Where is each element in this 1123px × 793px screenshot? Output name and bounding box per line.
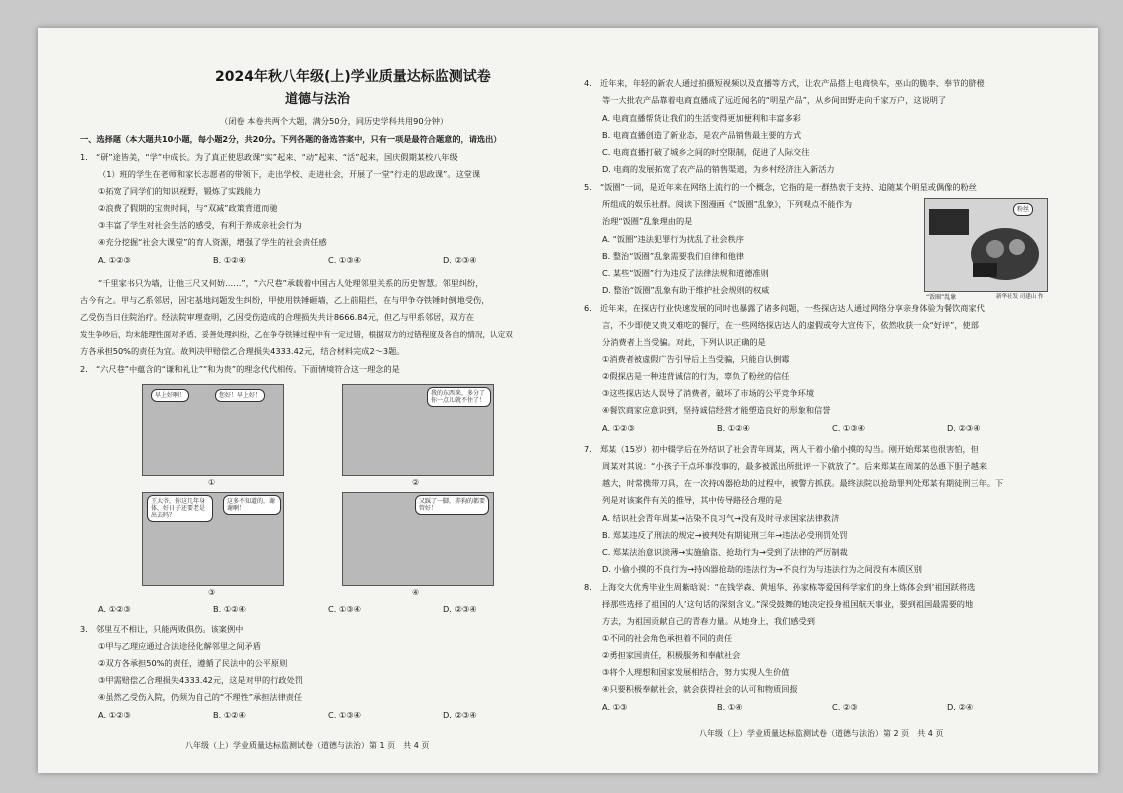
q6-statement-3: ③这些探店达人误导了消费者，破坏了市场的公平竞争环境 bbox=[602, 388, 815, 398]
q7-line-2: 周某对其说：“小孩子干点坏事没事的，最多被派出所批评一下就放了”。后来郑某在周某的怂恿下胆子越来 bbox=[602, 461, 988, 471]
q3-option-b[interactable]: B. ①②④ bbox=[213, 710, 246, 720]
q6-statement-1: ①消费者被虚假广告引导后上当受骗，只能自认倒霉 bbox=[602, 354, 790, 364]
q8-line-2: 择那些选择了祖国的人’这句话的深刻含义。”深受鼓舞的她决定投身祖国航天事业，要到祖国最需要的地 bbox=[602, 599, 974, 609]
q1-statement-3: ③丰富了学生对社会生活的感受，有利于养成亲社会行为 bbox=[98, 220, 302, 230]
q2-bubble-3: 我的东西来，多分了你一点儿就不住了！ bbox=[427, 387, 491, 407]
q2-picture-3 bbox=[142, 492, 284, 586]
q2-caption-4: ④ bbox=[412, 588, 420, 597]
q2-bubble-5: 这多不知道的，谢谢啊！ bbox=[223, 495, 281, 515]
passage-line-5: 方各承担50%的责任为宜。故判决甲赔偿乙合理损失4333.42元，结合材料完成2～3题。 bbox=[80, 346, 405, 356]
q5-option-d[interactable]: D. 整治“饭圈”乱象有助于维护社会规则的权威 bbox=[602, 285, 770, 295]
q3-statement-4: ④虽然乙受伤入院，仍须为自己的“不理性”承担法律责任 bbox=[98, 692, 303, 702]
q6-line-1: 6. 近年来，在探店行业快速发展的同时也暴露了诸多问题，一些探店达人通过网络分享亲身体验为餐饮商家代 bbox=[584, 303, 985, 313]
q7-line-3: 越大，时常携带刀具，在一次持凶器抢劫的过程中，被警方抓获。最终法院以抢劫罪判处郑某有期徒刑三年。下 bbox=[602, 478, 1004, 488]
q3-options bbox=[98, 710, 558, 721]
q5-option-b[interactable]: B. 整治“饭圈”乱象需要我们自律和他律 bbox=[602, 251, 745, 261]
exam-note: （闭卷 本卷共两个大题，满分50分，同历史学科共用90分钟） bbox=[220, 116, 449, 126]
q2-stem: 2. “六尺巷”中蕴含的“谦和礼让”“和为贵”的理念代代相传。下面情境符合这一理念的是 bbox=[80, 364, 400, 374]
q2-bubble-4: 王大爷，你这几年身体，好日子还要老是出去吗？ bbox=[147, 495, 213, 522]
q2-picture-1 bbox=[142, 384, 284, 476]
q7-line-1: 7. 郑某（15岁）初中辍学后在外结识了社会青年周某，两人干着小偷小摸的勾当。刚开始郑某也很害怕，但 bbox=[584, 444, 979, 454]
q5-line-3: 治理“饭圈”乱象理由的是 bbox=[602, 216, 693, 226]
q2-picture-4 bbox=[342, 492, 494, 586]
q3-statement-3: ③甲需赔偿乙合理损失4333.42元，这是对甲的行政处罚 bbox=[98, 675, 303, 685]
q2-bubble-2: 您好！早上好！ bbox=[215, 389, 265, 402]
passage-line-1: “千里家书只为墙，让他三尺又何妨……”，“六尺巷”承载着中国古人处理邻里关系的历史智慧。邻里纠纷， bbox=[98, 278, 484, 288]
q4-option-d[interactable]: D. 电商的发展拓宽了农产品的销售渠道，为乡村经济注入新活力 bbox=[602, 164, 835, 174]
exam-sheet bbox=[38, 28, 1098, 773]
q5-cartoon-label: 粉丝 bbox=[1013, 203, 1033, 216]
q4-option-c[interactable]: C. 电商直播打破了城乡之间的时空限制，促进了人际交往 bbox=[602, 147, 810, 157]
q1-option-a[interactable]: A. ①②③ bbox=[98, 255, 131, 265]
q2-options bbox=[98, 604, 558, 615]
q3-option-c[interactable]: C. ①③④ bbox=[328, 710, 361, 720]
q2-bubble-6: 又踩了一脚，养狗的都要管好！ bbox=[415, 495, 489, 515]
q8-option-d[interactable]: D. ②④ bbox=[947, 702, 974, 712]
q1-options bbox=[98, 255, 558, 266]
q6-line-2: 言，不少即使又贵又难吃的餐厅，在一些网络探店达人的虚假或夸大宣传下，依然收获一众“好评”，使部 bbox=[602, 320, 979, 330]
passage-line-4: 发生争吵后，均未能理性面对矛盾、妥善处理纠纷，乙在争夺铁锤过程中有一定过错，根据双方的过错程度及各自的情况，认定双 bbox=[80, 330, 513, 339]
q5-cartoon bbox=[924, 198, 1048, 292]
q6-option-c[interactable]: C. ①③④ bbox=[832, 423, 865, 433]
page-2-footer: 八年级（上）学业质量达标监测试卷（道德与法治）第 2 页 共 4 页 bbox=[699, 729, 944, 738]
q5-cartoon-credit: 新华社发 司建山 作 bbox=[996, 294, 1044, 300]
q1-statement-4: ④充分挖掘“社会大课堂”的育人资源，增强了学生的社会责任感 bbox=[98, 237, 327, 247]
q4-line-2: 等一大批农产品靠着电商直播成了远近闻名的“明星产品”，从乡间田野走向千家万户，这说明了 bbox=[602, 95, 947, 105]
q8-statement-4: ④只要积极奉献社会，就会获得社会的认可和物质回报 bbox=[602, 684, 798, 694]
q3-statement-1: ①甲与乙理应通过合法途径化解邻里之间矛盾 bbox=[98, 641, 261, 651]
q6-option-a[interactable]: A. ①②③ bbox=[602, 423, 635, 433]
q4-option-a[interactable]: A. 电商直播帮货让我们的生活变得更加便利和丰富多彩 bbox=[602, 113, 801, 123]
exam-title: 2024年秋八年级(上)学业质量达标监测试卷 bbox=[215, 69, 491, 85]
q2-bubble-1: 早上好啊！ bbox=[151, 389, 189, 402]
q2-caption-3: ③ bbox=[208, 588, 216, 597]
exam-subject: 道德与法治 bbox=[285, 92, 351, 107]
q8-option-b[interactable]: B. ①④ bbox=[717, 702, 743, 712]
q3-stem: 3. 邻里互不相让，只能两败俱伤。该案例中 bbox=[80, 624, 244, 634]
q1-option-c[interactable]: C. ①③④ bbox=[328, 255, 361, 265]
q8-line-1: 8. 上海交大优秀毕业生周紫晗说：“在钱学森、黄旭华、孙家栋等爱国科学家们的身上炼体会到‘祖国跃将选 bbox=[584, 582, 976, 592]
q4-option-b[interactable]: B. 电商直播创造了新业态，是农产品销售最主要的方式 bbox=[602, 130, 802, 140]
passage-line-2: 古今有之。甲与乙系邻居，因宅基地问题发生纠纷，甲使用铁锤砸墙，乙上前阻拦，在与甲争夺铁锤时倒地受伤， bbox=[80, 295, 490, 305]
q8-statement-3: ③将个人理想和国家发展相结合，努力实现人生价值 bbox=[602, 667, 790, 677]
q3-option-a[interactable]: A. ①②③ bbox=[98, 710, 131, 720]
q7-line-4: 列是对该案件有关的推导，其中传导路径合理的是 bbox=[602, 495, 783, 505]
q6-statement-2: ②假探店是一种违背诚信的行为，辜负了粉丝的信任 bbox=[602, 371, 790, 381]
q2-option-a[interactable]: A. ①②③ bbox=[98, 604, 131, 614]
q2-caption-2: ② bbox=[412, 478, 420, 487]
passage-line-3: 乙受伤当日住院治疗。经法院审理查明，乙因受伤造成的合理损失共计8666.84元，但乙与甲系邻居，双方在 bbox=[80, 312, 475, 322]
q3-option-d[interactable]: D. ②③④ bbox=[443, 710, 477, 720]
q6-option-b[interactable]: B. ①②④ bbox=[717, 423, 750, 433]
q2-picture-2 bbox=[342, 384, 494, 476]
q6-options bbox=[602, 423, 1062, 434]
q5-line-2: 所组成的娱乐社群。阅读下图漫画《“饭圈”乱象》，下列观点不能作为 bbox=[602, 199, 853, 209]
q7-option-c[interactable]: C. 郑某法治意识淡薄→实施偷盗、抢劫行为→受到了法律的严厉制裁 bbox=[602, 547, 848, 557]
q5-option-a[interactable]: A. “饭圈”违法犯罪行为扰乱了社会秩序 bbox=[602, 234, 744, 244]
q2-caption-1: ① bbox=[208, 478, 216, 487]
q6-statement-4: ④餐饮商家应意识到，坚持诚信经营才能塑造良好的形象和信誉 bbox=[602, 405, 831, 415]
page-1-footer: 八年级（上）学业质量达标监测试卷（道德与法治）第 1 页 共 4 页 bbox=[185, 741, 430, 750]
q8-option-a[interactable]: A. ①③ bbox=[602, 702, 628, 712]
q5-line-1: 5. “饭圈”一词，是近年来在网络上流行的一个概念，它指的是一群热衷于支持、追随某个明星或偶像的粉丝 bbox=[584, 182, 977, 192]
q1-option-d[interactable]: D. ②③④ bbox=[443, 255, 477, 265]
q8-line-3: 方去，为祖国贡献自己的青春力量。从她身上，我们感受到 bbox=[602, 616, 815, 626]
q7-option-d[interactable]: D. 小偷小摸的不良行为→持凶器抢劫的违法行为→不良行为与违法行为之间没有本质区别 bbox=[602, 564, 922, 574]
q3-statement-2: ②双方各承担50%的责任，遵循了民法中的公平原则 bbox=[98, 658, 288, 668]
q7-option-a[interactable]: A. 结识社会青年周某→沾染不良习气→没有及时寻求国家法律救济 bbox=[602, 513, 840, 523]
q7-option-b[interactable]: B. 郑某违反了刑法的规定→被判处有期徒刑三年→违法必受刑罚处罚 bbox=[602, 530, 848, 540]
q1-line-2: （1）班的学生在老师和家长志愿者的带领下，走出学校、走进社会，开展了一堂“行走的思政课”。这堂课 bbox=[98, 169, 481, 179]
q8-statement-2: ②勇担家国责任，积极服务和奉献社会 bbox=[602, 650, 741, 660]
q2-option-d[interactable]: D. ②③④ bbox=[443, 604, 477, 614]
section-1-heading: 一、选择题（本大题共10小题，每小题2分，共20分。下列各题的备选答案中，只有一项是最符合题意的，请选出） bbox=[80, 134, 502, 144]
q4-line-1: 4. 近年来，年轻的新农人通过拍摄短视频以及直播等方式，让农产品搭上电商快车，巫山的脆李、奉节的脐橙 bbox=[584, 78, 985, 88]
q1-statement-1: ①拓宽了同学们的知识视野，锻炼了实践能力 bbox=[98, 186, 261, 196]
q1-option-b[interactable]: B. ①②④ bbox=[213, 255, 246, 265]
q6-line-3: 分消费者上当受骗。对此，下列认识正确的是 bbox=[602, 337, 766, 347]
q1-statement-2: ②浪费了假期的宝贵时间，与“双减”政策背道而驰 bbox=[98, 203, 278, 213]
q8-statement-1: ①不同的社会角色承担着不同的责任 bbox=[602, 633, 733, 643]
q2-option-b[interactable]: B. ①②④ bbox=[213, 604, 246, 614]
q1-line-1: 1. “研”途皆美，“学”中成长。为了真正使思政课“实”起来、“动”起来、“活”起来，国庆假期某校八年级 bbox=[80, 152, 458, 162]
q2-option-c[interactable]: C. ①③④ bbox=[328, 604, 361, 614]
q8-option-c[interactable]: C. ②③ bbox=[832, 702, 858, 712]
q5-cartoon-caption: “饭圈”乱象 bbox=[926, 294, 957, 301]
q8-options bbox=[602, 702, 1062, 713]
q5-option-c[interactable]: C. 某些“饭圈”行为违反了法律法规和道德准则 bbox=[602, 268, 769, 278]
q6-option-d[interactable]: D. ②③④ bbox=[947, 423, 981, 433]
